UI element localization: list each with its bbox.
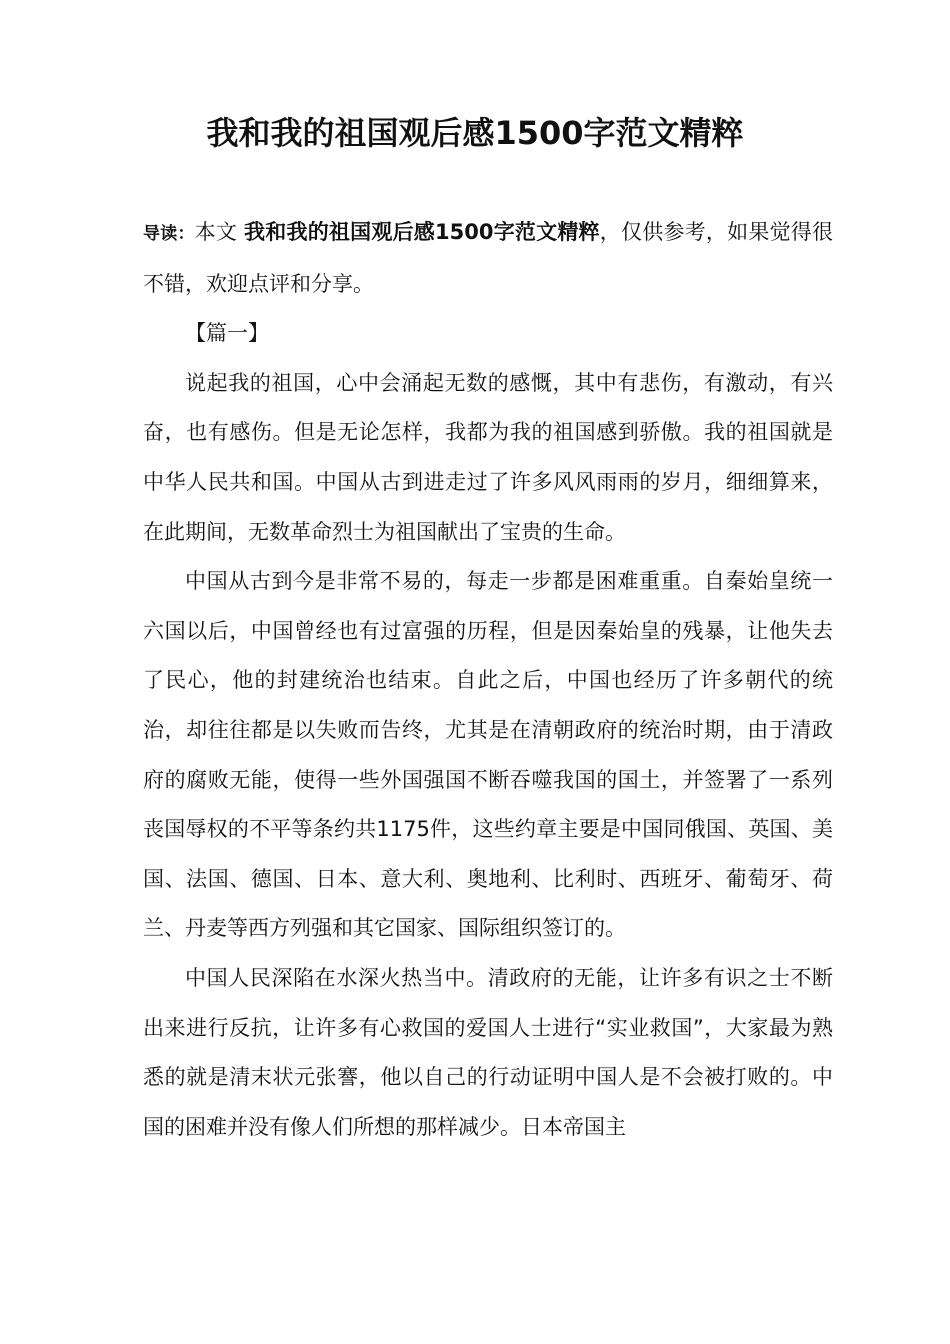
section-heading: 【篇一】 [185,321,269,346]
document-body [143,208,833,1152]
lead-prefix: 本文 [194,220,238,244]
lead-label: 导读： [143,224,195,244]
lead-suffix: ，仅供参考，如果觉得很不错，欢迎点评和分享。 [143,220,834,296]
lead-paragraph [143,208,833,309]
body-paragraph: 中国从古到今是非常不易的，每走一步都是困难重重。自秦始皇统一六国以后，中国曾经也有过富强的历程，但是因秦始皇的残暴，让他失去了民心，他的封建统治也结束。自此之后，中国也经历了许多朝代的统治，却往往都是以失败而告终，尤其是在清朝政府的统治时期，由于清政府的腐败无能，使得一些外国强国不断吞噬我国的国土，并签署了一系列丧国辱权的不平等条约共1175件，这些约章主要是中国同俄国、英国、美国、法国、德国、日本、意大利、奥地利、比利时、西班牙、葡萄牙、荷兰、丹麦等西方列强和其它国家、国际组织签订的。 [143,569,833,941]
lead-article-title: 我和我的祖国观后感1500字范文精粹 [244,220,600,244]
body-paragraph: 中国人民深陷在水深火热当中。清政府的无能，让许多有识之士不断出来进行反抗，让许多有心救国的爱国人士进行“实业救国”，大家最为熟悉的就是清末状元张謇，他以自己的行动证明中国人是不会被打败的。中国的困难并没有像人们所想的那样减少。日本帝国主 [143,965,833,1139]
body-paragraph: 说起我的祖国，心中会涌起无数的感慨，其中有悲伤，有激动，有兴奋，也有感伤。但是无论怎样，我都为我的祖国感到骄傲。我的祖国就是中华人民共和国。中国从古到进走过了许多风风雨雨的岁月，细细算来，在此期间，无数革命烈士为祖国献出了宝贵的生命。 [143,370,833,544]
document-title: 我和我的祖国观后感1500字范文精粹 [206,114,744,152]
